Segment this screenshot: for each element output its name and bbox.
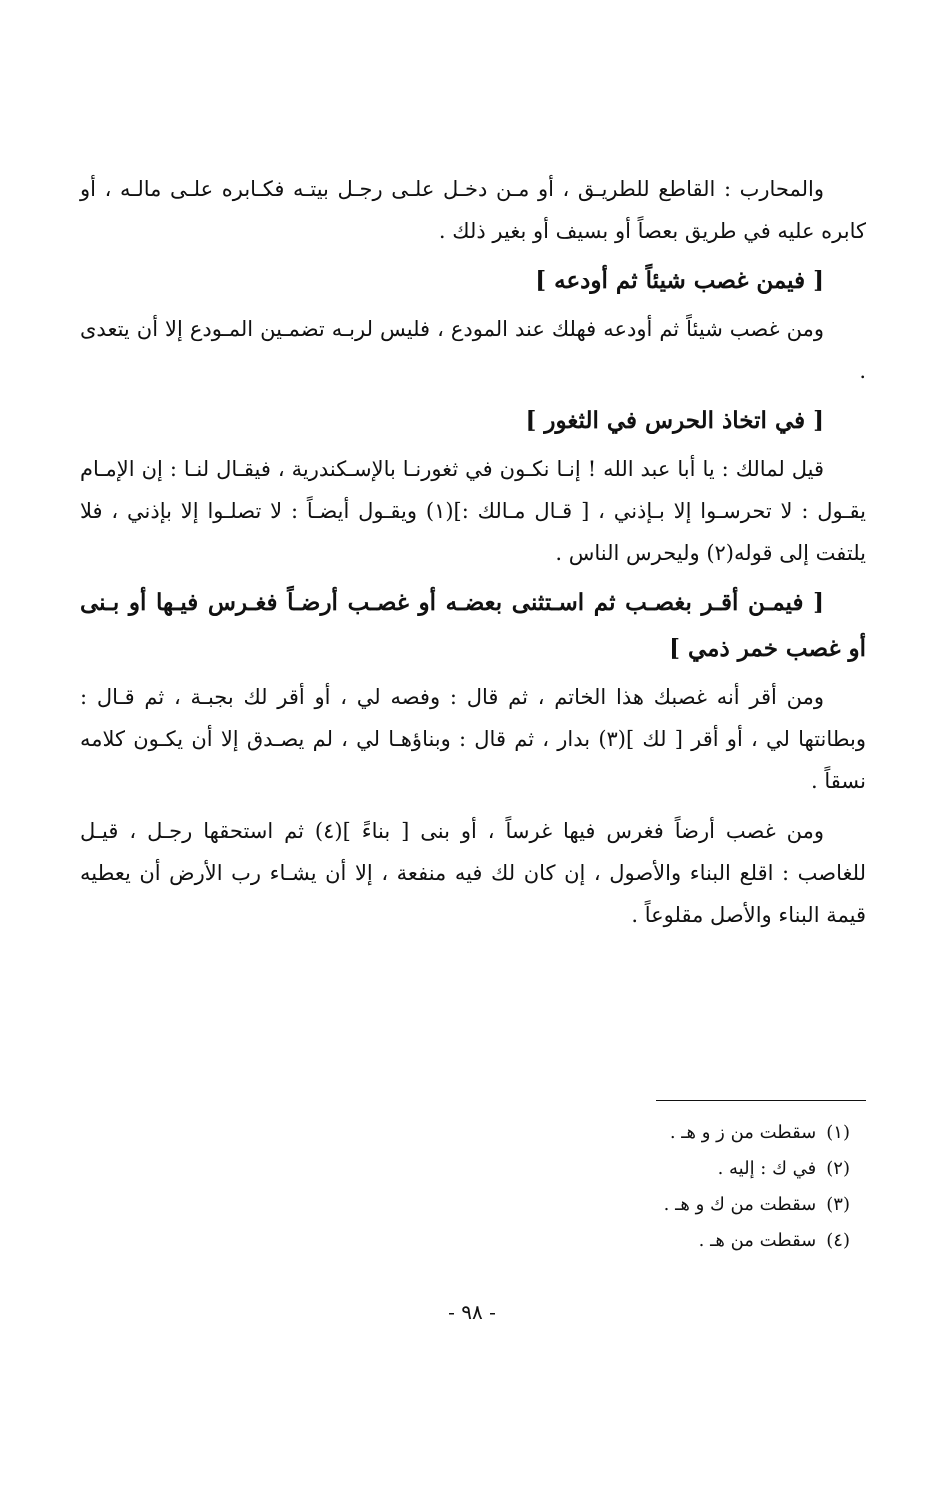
- footnote-number: (٣): [826, 1194, 850, 1215]
- page-body: [80, 168, 866, 936]
- page-number: - ٩٨ -: [448, 1300, 496, 1324]
- footnote-item: [80, 1151, 866, 1187]
- paragraph-confession: ومن أقر أنه غصبك هذا الخاتم ، ثم قال : وفصه لي ، أو أقر لك بجبـة ، ثم قـال : وبطانتها لي ، أو أقر [ لك ](٣) بدار ، ثم قال : وبناؤهـا لي ، لم يصـدق إلا أن يكـون كلامه نسقاً .: [80, 685, 866, 793]
- section-heading-deposit: [ فيمن غصب شيئاً ثم أودعه ]: [535, 267, 824, 294]
- footnote-text: سقطت من ك و هـ .: [663, 1194, 817, 1215]
- footnote-text: سقطت من هـ .: [698, 1230, 817, 1251]
- footnote-item: [80, 1187, 866, 1223]
- footnote-number: (١): [826, 1122, 850, 1143]
- footnote-divider: [656, 1100, 866, 1101]
- paragraph-deposit: ومن غصب شيئاً ثم أودعه فهلك عند المودع ، فليس لربـه تضمـين المـودع إلا أن يتعدى .: [80, 317, 866, 383]
- footnote-text: في ك : إليه .: [717, 1158, 817, 1179]
- footnote-number: (٤): [826, 1230, 850, 1251]
- section-heading-confession: [ فيمـن أقـر بغصـب ثم اسـتثنى بعضـه أو غصـب أرضـاً فغـرس فيـها أو بـنى أو غصب خمر ذمي ]: [80, 589, 866, 662]
- footnote-number: (٢): [826, 1158, 850, 1179]
- footnote-text: سقطت من ز و هـ .: [669, 1122, 817, 1143]
- footnote-item: [80, 1115, 866, 1151]
- footnotes: [80, 1100, 866, 1259]
- paragraph-muharib: والمحارب : القاطع للطريـق ، أو مـن دخـل علـى رجـل بيتـه فكـابره علـى مالـه ، أو كابره عليه في طريق بعصاً أو بسيف أو بغير ذلك .: [80, 177, 866, 243]
- paragraph-guards: قيل لمالك : يا أبا عبد الله ! إنـا نكـون في ثغورنـا بالإسـكندرية ، فيقـال لنـا : إن الإمـام يقـول : لا تحرسـوا إلا بـإذني ، [ قـال مـالك :](١) ويقـول أيضـاً : لا تصلـوا إلا بإذني ، فلا يلتفت إلى قوله(٢) وليحرس الناس .: [80, 457, 867, 565]
- footnote-item: [80, 1223, 866, 1259]
- paragraph-land: ومن غصب أرضاً فغرس فيها غرساً ، أو بنى [ بناءً ](٤) ثم استحقها رجـل ، قيـل للغاصب : اقلع البناء والأصول ، إن كان لك فيه منفعة ، إلا أن يشـاء رب الأرض أن يعطيه قيمة البناء والأصل مقلوعاً .: [80, 819, 866, 927]
- paragraph-gap: [80, 802, 866, 810]
- section-heading-guards: [ في اتخاذ الحرس في الثغور ]: [525, 407, 824, 434]
